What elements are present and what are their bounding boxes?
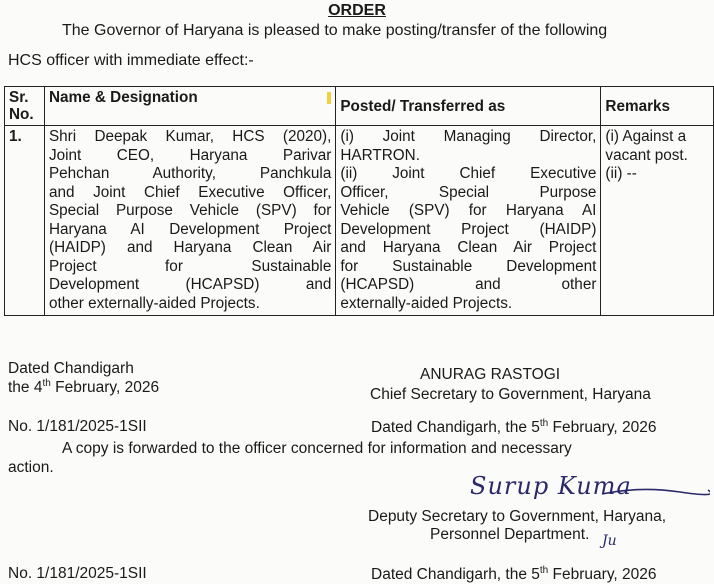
cell-remarks [601,126,714,316]
remarks-line: vacant post. [605,146,688,164]
remarks-line: (ii) -- [605,165,637,182]
name-line: Haryana AI Development Project [48,220,332,238]
signatory-name: ANURAG RASTOGI [420,366,561,383]
name-line: Pehchan Authority, Panchkula [48,165,332,182]
cell-posted-transferred [336,126,601,316]
name-line: Development (HCAPSD) and [48,276,332,293]
order-title: ORDER [328,2,386,19]
posted-line: (HCAPSD) and other [340,276,597,293]
posted-line: HARTRON. [340,146,420,164]
posted-line: Officer, Special Purpose [340,183,597,201]
endorsement2-number: No. 1/181/2025-1SII [8,565,147,582]
posting-table [4,86,714,316]
posted-line: and Haryana Clean Air Project [340,239,597,256]
name-line: Special Purpose Vehicle (SPV) for [48,202,332,219]
posted-line: for Sustainable Development [340,257,597,275]
deputy-designation-line-1: Deputy Secretary to Government, Haryana, [368,508,667,525]
posted-line: externally-aided Projects. [340,294,513,312]
intro-line-1: The Governor of Haryana is pleased to make posting/transfer of the following [62,22,608,39]
dated-date: the 4th February, 2026 [8,378,160,397]
signatory-designation: Chief Secretary to Government, Haryana [370,386,651,403]
deputy-designation-line-2: Personnel Department. [430,526,590,543]
name-line: Shri Deepak Kumar, HCS (2020), [48,128,332,145]
name-line: and Joint Chief Executive Officer, [48,183,332,201]
signature-flourish [600,484,710,500]
cell-sr: 1. [5,126,45,316]
dated-place: Dated Chandigarh [8,360,134,377]
posted-line: Vehicle (SPV) for Haryana AI [340,202,597,219]
header-sr-no: Sr. No. [5,87,45,126]
name-line: (HAIDP) and Haryana Clean Air [48,239,332,256]
deputy-signature: Surup Kuma [470,472,632,500]
table-header-row [5,87,714,126]
copy-forward-line-2: action. [8,459,54,476]
initials-mark: Ju [602,533,617,549]
endorsement-date: Dated Chandigarh, the 5th February, 2026 [371,418,657,437]
table-row [5,126,714,316]
endorsement-number: No. 1/181/2025-1SII [8,418,147,435]
intro-line-2: HCS officer with immediate effect:- [8,52,254,69]
header-posted-transferred: Posted/ Transferred as [336,87,601,126]
highlight-marker [327,92,331,104]
header-name-designation: Name & Designation [44,87,335,126]
name-line: Project for Sustainable [48,257,332,275]
header-remarks: Remarks [601,87,714,126]
name-line: other externally-aided Projects. [48,294,260,312]
posted-line: Development Project (HAIDP) [340,220,597,238]
posted-line: (i) Joint Managing Director, [340,128,597,145]
posted-line: (ii) Joint Chief Executive [340,165,597,182]
remarks-line: (i) Against a [605,128,687,145]
name-line: Joint CEO, Haryana Parivar [48,146,332,164]
cell-name-designation [44,126,335,316]
copy-forward-line-1: A copy is forwarded to the officer concerned for information and necessary [62,440,572,457]
endorsement2-date: Dated Chandigarh, the 5th February, 2026 [371,565,657,584]
